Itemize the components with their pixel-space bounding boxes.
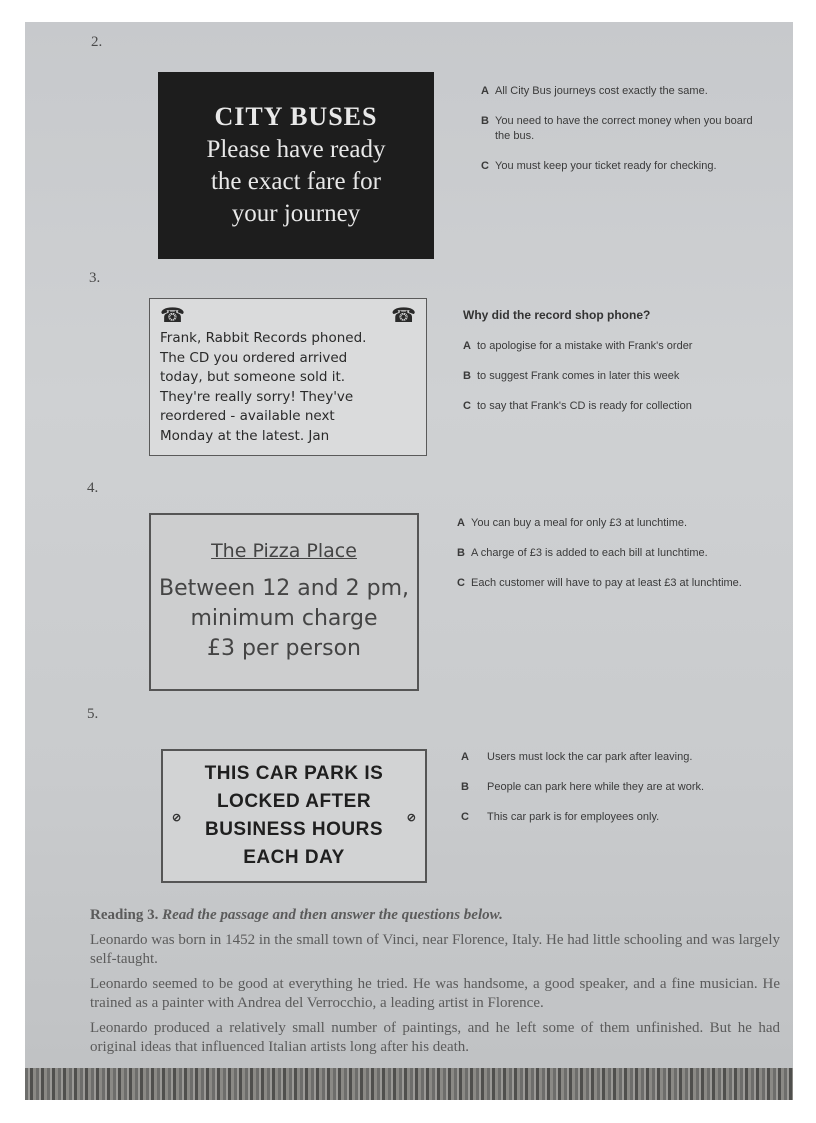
answer-options: [481, 84, 761, 189]
sign-line: LOCKED AFTER: [216, 791, 372, 812]
answer-option[interactable]: A Users must lock the car park after leaving.: [461, 751, 693, 763]
sign-title: The Pizza Place: [211, 540, 357, 562]
answer-options: [461, 750, 751, 840]
reading-label: Reading 3.: [90, 907, 159, 923]
answer-option[interactable]: B to suggest Frank comes in later this week: [463, 370, 680, 382]
sign-line: your journey: [231, 199, 361, 227]
car-park-sign: [161, 749, 427, 883]
answer-option[interactable]: B People can park here while they are at work.: [461, 781, 705, 793]
note-line: Monday at the latest. Jan: [160, 427, 330, 444]
answer-option[interactable]: B You need to have the correct money when you board the bus.: [481, 115, 753, 142]
sign-line: Between 12 and 2 pm,: [158, 576, 409, 601]
answer-option[interactable]: C to say that Frank's CD is ready for collection: [463, 400, 692, 412]
screw-icon: ⊘: [172, 812, 182, 824]
screw-icon: ⊘: [406, 812, 416, 824]
sign-line: BUSINESS HOURS: [204, 819, 384, 840]
answer-option[interactable]: A to apologise for a mistake with Frank's order: [463, 340, 693, 352]
note-line: Frank, Rabbit Records phoned.: [160, 330, 367, 346]
note-line: today, but someone sold it.: [160, 369, 346, 385]
reading-passage: [90, 906, 780, 1063]
passage-paragraph: Leonardo seemed to be good at everything he tried. He was handsome, a good speaker, and a fine musician. He trained as a painter with Andrea del Verrocchio, a leading artist in Florence.: [90, 976, 780, 1011]
answer-option[interactable]: C This car park is for employees only.: [461, 811, 660, 823]
reading-heading: [90, 906, 780, 925]
floor-texture: [25, 1068, 793, 1100]
telephone-icon: ☎: [391, 303, 416, 327]
answer-option[interactable]: A You can buy a meal for only £3 at lunchtime.: [457, 517, 688, 529]
sign-line: THIS CAR PARK IS: [204, 763, 384, 784]
note-line: They're really sorry! They've: [160, 388, 354, 405]
telephone-icon: ☎: [160, 303, 185, 327]
answer-options: [463, 308, 763, 429]
answer-options: [457, 516, 757, 606]
passage-paragraph: Leonardo produced a relatively small number of paintings, and he left some of them unfinished. But he had original ideas that influenced Italian artists long after his death.: [90, 1020, 780, 1055]
question-number: 3.: [89, 270, 101, 286]
note-line: The CD you ordered arrived: [160, 349, 348, 366]
pizza-place-sign: [149, 513, 419, 691]
sign-line: minimum charge: [190, 606, 378, 631]
sign-title: CITY BUSES: [214, 101, 378, 131]
answer-option[interactable]: A All City Bus journeys cost exactly the same.: [481, 85, 708, 97]
phone-message-note: [149, 298, 427, 456]
question-number: 4.: [87, 480, 99, 496]
question-number: 5.: [87, 706, 99, 722]
reading-instruction: Read the passage and then answer the questions below.: [162, 907, 503, 923]
sign-line: EACH DAY: [243, 847, 345, 868]
sign-line: Please have ready: [206, 135, 386, 163]
sign-line: £3 per person: [207, 636, 361, 661]
note-line: reordered - available next: [160, 408, 335, 424]
question-number: 2.: [91, 34, 103, 50]
question-text: Why did the record shop phone?: [463, 308, 651, 322]
sign-line: the exact fare for: [210, 167, 382, 195]
city-buses-sign: [158, 72, 434, 259]
answer-option[interactable]: C You must keep your ticket ready for checking.: [481, 160, 717, 172]
passage-paragraph: Leonardo was born in 1452 in the small town of Vinci, near Florence, Italy. He had little schooling and was largely self-taught.: [90, 932, 780, 967]
answer-option[interactable]: B A charge of £3 is added to each bill at lunchtime.: [457, 547, 708, 559]
answer-option[interactable]: C Each customer will have to pay at least £3 at lunchtime.: [457, 577, 742, 589]
worksheet-page: [25, 22, 793, 1100]
